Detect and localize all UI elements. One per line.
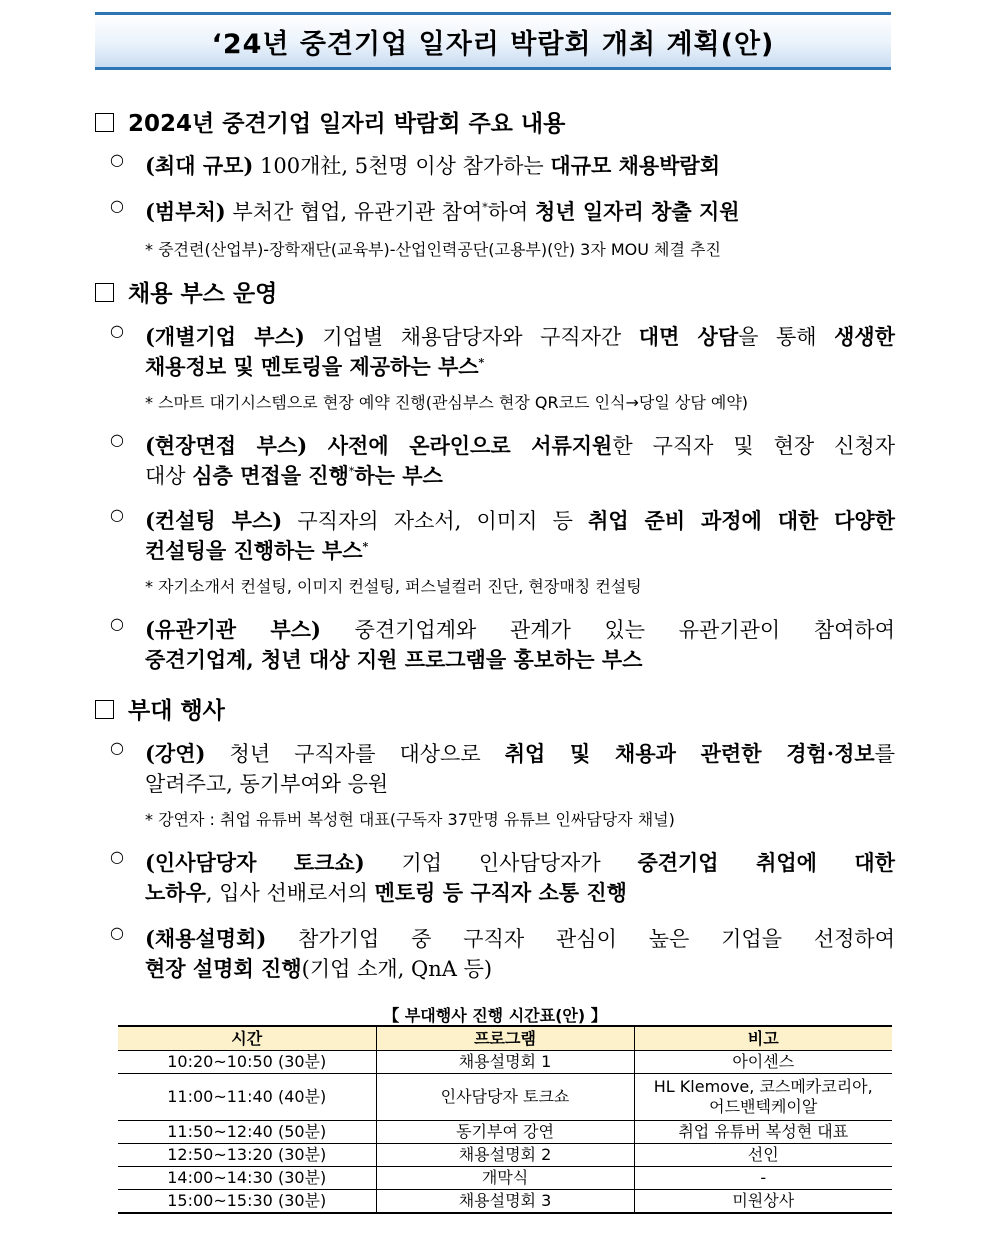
circle-bullet-icon: ○ (110, 614, 124, 633)
cell-time: 15:00~15:30 (30분) (118, 1190, 376, 1214)
table-row (118, 1051, 892, 1074)
table-title: 【 부대행사 진행 시간표(안) 】 (383, 1006, 607, 1025)
cell-program: 개막식 (376, 1167, 634, 1190)
schedule-table (118, 1025, 892, 1214)
cell-time: 14:00~14:30 (30분) (118, 1167, 376, 1190)
table-row (118, 1074, 892, 1121)
cell-time: 12:50~13:20 (30분) (118, 1144, 376, 1167)
cell-program: 동기부여 강연 (376, 1121, 634, 1144)
circle-bullet-icon: ○ (110, 923, 124, 942)
cell-note: 아이센스 (634, 1051, 892, 1074)
cell-note: 취업 유튜버 복성현 대표 (634, 1121, 892, 1144)
bullet-s3-1-cont: 알려주고, 동기부여와 응원 (145, 772, 389, 796)
circle-bullet-icon: ○ (110, 321, 124, 340)
cell-time: 11:50~12:40 (50분) (118, 1121, 376, 1144)
checkbox-square-icon (95, 113, 114, 132)
section-heading-1: 2024년 중견기업 일자리 박람회 주요 내용 (95, 105, 565, 138)
cell-program: 채용설명회 1 (376, 1051, 634, 1074)
bullet-s3-2-cont: 노하우, 입사 선배로서의 멘토링 등 구직자 소통 진행 (145, 880, 627, 905)
note-s3-1: * 강연자 : 취업 유튜버 복성현 대표(구독자 37만명 유튜브 인싸담당자 채널) (145, 810, 675, 829)
cell-program: 인사담당자 토크쇼 (376, 1074, 634, 1121)
circle-bullet-icon: ○ (110, 505, 124, 524)
note-s1: * 중견련(산업부)-장학재단(교육부)-산업인력공단(고용부)(안) 3자 MOU 체결 추진 (145, 240, 721, 259)
bullet-s2-3-cont: 컨설팅을 진행하는 부스* (145, 538, 369, 563)
circle-bullet-icon: ○ (110, 430, 124, 449)
title-banner (95, 12, 891, 70)
cell-time: 11:00~11:40 (40분) (118, 1074, 376, 1121)
cell-note: 선인 (634, 1144, 892, 1167)
cell-note: 미원상사 (634, 1190, 892, 1214)
circle-bullet-icon: ○ (110, 847, 124, 866)
bullet-s2-4-cont: 중견기업계, 청년 대상 지원 프로그램을 홍보하는 부스 (145, 647, 643, 672)
section-heading-3: 부대 행사 (95, 692, 225, 725)
column-header-time: 시간 (118, 1026, 376, 1051)
cell-time: 10:20~10:50 (30분) (118, 1051, 376, 1074)
cell-note: - (634, 1167, 892, 1190)
bullet-s3-3-cont: 현장 설명회 진행(기업 소개, QnA 등) (145, 956, 493, 981)
cell-note: HL Klemove, 코스메카코리아, 어드밴텍케이알 (634, 1074, 892, 1121)
table-row (118, 1167, 892, 1190)
note-s2-1: * 스마트 대기시스템으로 현장 예약 진행(관심부스 현장 QR코드 인식→당일 상담 예약) (145, 393, 749, 412)
checkbox-square-icon (95, 700, 114, 719)
note-s2-3: * 자기소개서 컨설팅, 이미지 컨설팅, 퍼스널컬러 진단, 현장매칭 컨설팅 (145, 577, 642, 596)
section-heading-2: 채용 부스 운영 (95, 275, 277, 308)
table-row (118, 1190, 892, 1214)
cell-program: 채용설명회 2 (376, 1144, 634, 1167)
table-header-row (118, 1026, 892, 1051)
circle-bullet-icon: ○ (110, 738, 124, 757)
checkbox-square-icon (95, 283, 114, 302)
circle-bullet-icon: ○ (110, 196, 124, 215)
circle-bullet-icon: ○ (110, 150, 124, 169)
table-row (118, 1121, 892, 1144)
column-header-program: 프로그램 (376, 1026, 634, 1051)
table-row (118, 1144, 892, 1167)
bullet-s2-2-cont: 대상 심층 면접을 진행*하는 부스 (145, 463, 443, 488)
column-header-note: 비고 (634, 1026, 892, 1051)
bullet-s2-1-cont: 채용정보 및 멘토링을 제공하는 부스* (145, 354, 485, 379)
cell-program: 채용설명회 3 (376, 1190, 634, 1214)
page-title: ‘24년 중견기업 일자리 박람회 개최 계획(안) (211, 28, 775, 60)
